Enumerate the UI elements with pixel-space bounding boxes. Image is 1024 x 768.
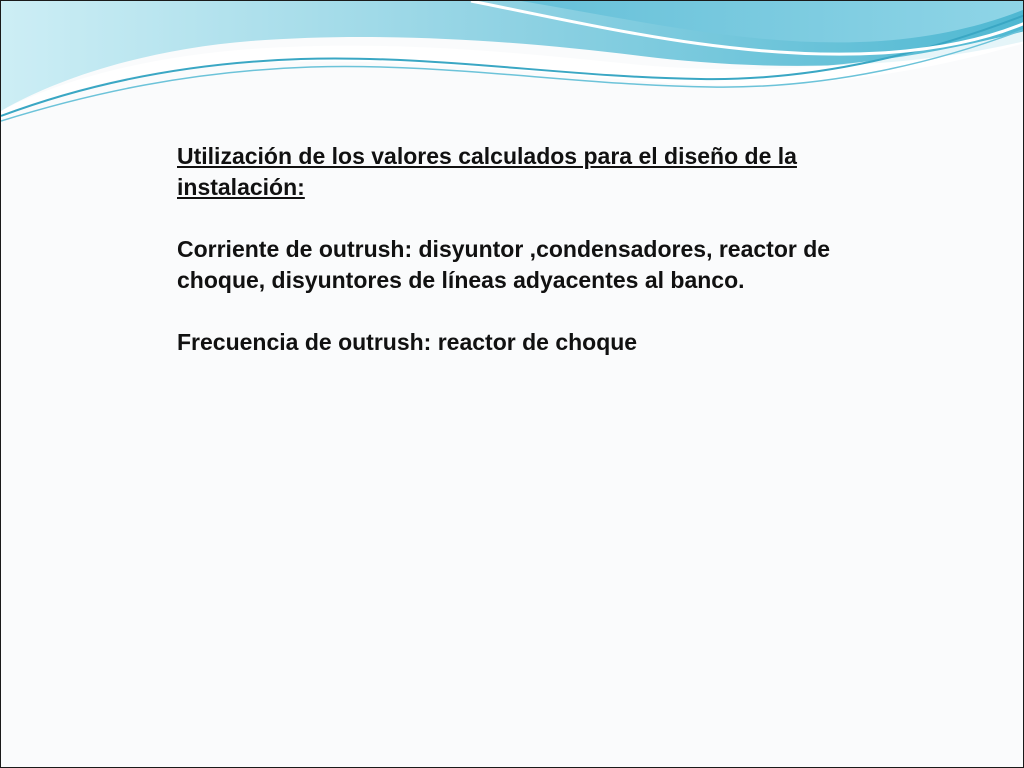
slide-body [177, 141, 867, 358]
slide-heading: Utilización de los valores calculados para el diseño de la instalación: [177, 143, 797, 200]
paragraph-outrush-frequency: Frecuencia de outrush: reactor de choque [177, 329, 638, 355]
paragraph-outrush-current: Corriente de outrush: disyuntor ,condensadores, reactor de choque, disyuntores de líneas adyacentes al banco. [177, 236, 831, 293]
spacer [177, 296, 867, 327]
wave-banner-decoration [1, 1, 1024, 131]
spacer [177, 203, 867, 234]
